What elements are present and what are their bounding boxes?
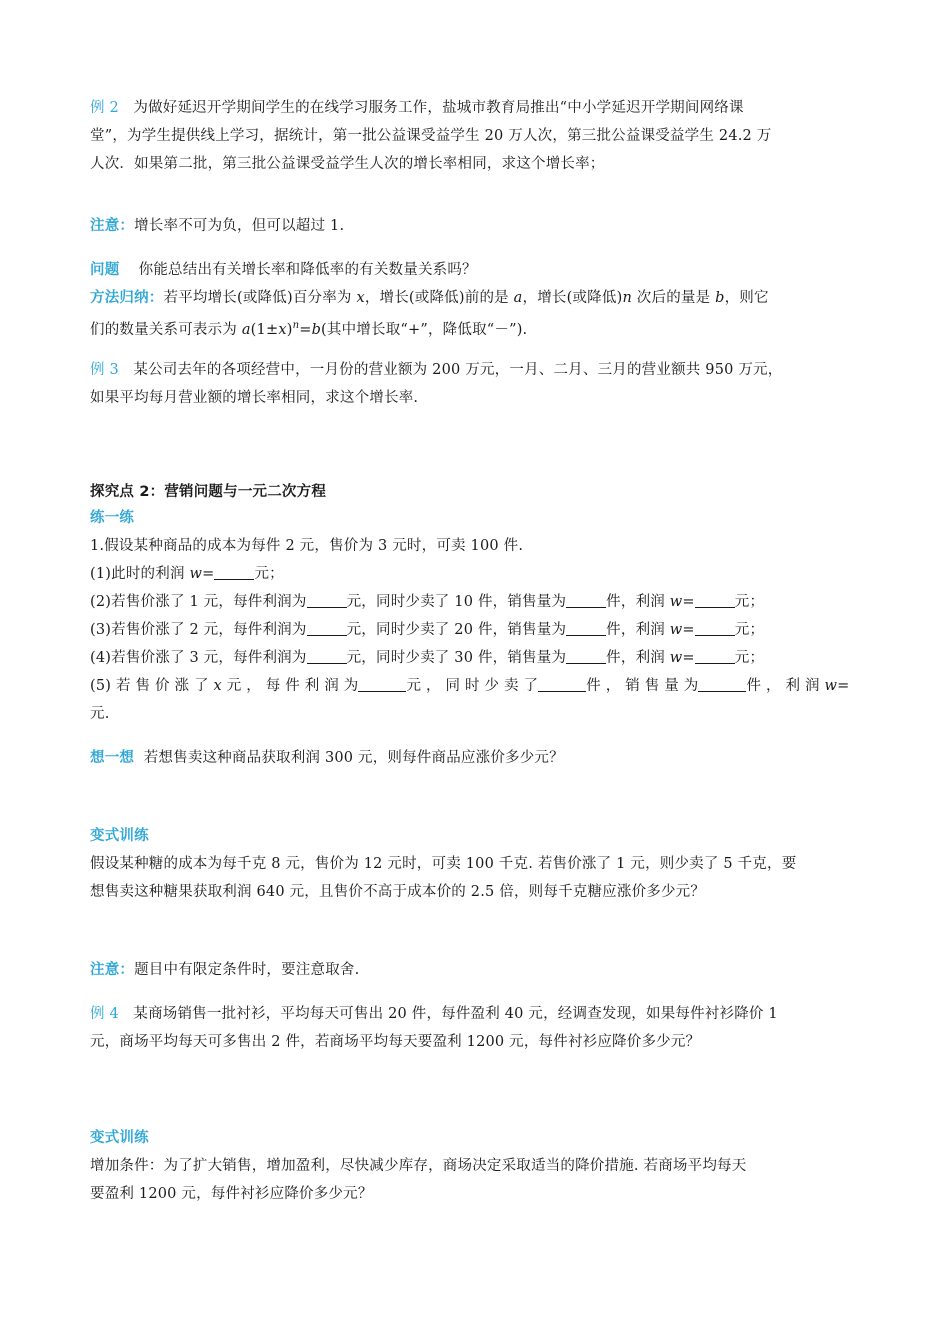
q2-unit: 元； bbox=[734, 594, 765, 610]
q1-var-w: w bbox=[189, 566, 203, 582]
method-text-1a: 若平均增长(或降低)百分率为 bbox=[163, 290, 357, 306]
q3-var-w: w bbox=[669, 622, 683, 638]
q4-blank-volume[interactable] bbox=[566, 649, 606, 664]
question bbox=[90, 260, 870, 280]
q5-eq: = bbox=[837, 678, 850, 694]
method-text-1b: ，增长(或降低)前的是 bbox=[364, 290, 514, 306]
example3-text-1: 某公司去年的各项经营中，一月份的营业额为 200 万元，一月、二月、三月的营业额共 950 万元， bbox=[133, 362, 783, 378]
formula-eq: = bbox=[299, 321, 312, 338]
example4-line1 bbox=[90, 1004, 870, 1024]
note2-label: 注意： bbox=[90, 962, 135, 978]
q3-eq: = bbox=[682, 622, 695, 638]
method-text-2b: (其中增长取“+”，降低取“－”). bbox=[321, 321, 528, 338]
section2-title: 探究点 2：营销问题与一元二次方程 bbox=[90, 484, 327, 500]
q2-text-b: 元，同时少卖了 10 件，销售量为 bbox=[346, 594, 567, 610]
example2-text-1: 为做好延迟开学期间学生的在线学习服务工作，盐城市教育局推出“中小学延迟开学期间网络课 bbox=[133, 100, 744, 116]
q3-blank-profit[interactable] bbox=[307, 621, 347, 636]
method-var-x: x bbox=[356, 290, 365, 306]
q5-var-x: x bbox=[213, 678, 222, 694]
example2-line1 bbox=[90, 98, 870, 118]
method-text-2a: 们的数量关系可表示为 bbox=[90, 321, 242, 338]
question-text: 你能总结出有关增长率和降低率的有关数量关系吗？ bbox=[138, 262, 477, 278]
note1 bbox=[90, 216, 870, 236]
method-var-n: n bbox=[622, 290, 632, 306]
method-var-a: a bbox=[513, 290, 523, 306]
method-var-b: b bbox=[715, 290, 725, 306]
practice-label: 练一练 bbox=[90, 510, 135, 526]
q3-text-c: 件，利润 bbox=[606, 622, 670, 638]
q5-text-c: 元 ， 同 时 少 卖 了 bbox=[406, 678, 539, 694]
q5-text-d: 件 ， 销 售 量 为 bbox=[586, 678, 699, 694]
variant2-line1: 增加条件：为了扩大销售，增加盈利，尽快减少库存，商场决定采取适当的降价措施. 若商场平均每天 bbox=[90, 1158, 747, 1174]
q4-text-a: (4)若售价涨了 3 元，每件利润为 bbox=[90, 650, 307, 666]
practice-q1 bbox=[90, 564, 870, 584]
variant2-label: 变式训练 bbox=[90, 1130, 149, 1146]
practice-q5-cont: 元. bbox=[90, 706, 110, 722]
method-line2 bbox=[90, 316, 870, 340]
example2-label: 例 2 bbox=[90, 100, 119, 116]
q3-blank-w[interactable] bbox=[695, 621, 735, 636]
q2-text-c: 件，利润 bbox=[606, 594, 670, 610]
formula-exponent-n: n bbox=[292, 320, 300, 331]
q5-blank-less[interactable] bbox=[538, 677, 586, 692]
q4-eq: = bbox=[682, 650, 695, 666]
q5-blank-profit[interactable] bbox=[358, 677, 406, 692]
q3-text-a: (3)若售价涨了 2 元，每件利润为 bbox=[90, 622, 307, 638]
formula-b: b bbox=[311, 321, 322, 338]
q1-text-a: (1)此时的利润 bbox=[90, 566, 190, 582]
practice-q2 bbox=[90, 592, 870, 612]
example4-text-1: 某商场销售一批衬衫，平均每天可售出 20 件，每件盈利 40 元，经调查发现，如果每件衬衫降价 1 bbox=[133, 1006, 778, 1022]
q1-eq: = bbox=[202, 566, 215, 582]
q4-blank-w[interactable] bbox=[695, 649, 735, 664]
q3-text-b: 元，同时少卖了 20 件，销售量为 bbox=[346, 622, 567, 638]
q3-unit: 元； bbox=[734, 622, 765, 638]
think-label: 想一想 bbox=[90, 750, 135, 766]
example3-label: 例 3 bbox=[90, 362, 119, 378]
question-label: 问题 bbox=[90, 262, 120, 278]
note2-text: 题目中有限定条件时，要注意取舍. bbox=[134, 962, 360, 978]
method-text-1c: ，增长(或降低) bbox=[522, 290, 623, 306]
q5-text-e: 件 ， 利 润 bbox=[746, 678, 825, 694]
q2-var-w: w bbox=[669, 594, 683, 610]
think-text: 若想售卖这种商品获取利润 300 元，则每件商品应涨价多少元？ bbox=[143, 750, 564, 766]
q2-blank-w[interactable] bbox=[695, 593, 735, 608]
q2-blank-profit[interactable] bbox=[307, 593, 347, 608]
note2 bbox=[90, 960, 870, 980]
practice-q4 bbox=[90, 648, 870, 668]
q3-blank-volume[interactable] bbox=[566, 621, 606, 636]
q1-blank[interactable] bbox=[214, 565, 254, 580]
example4-line2: 元，商场平均每天可多售出 2 件，若商场平均每天要盈利 1200 元，每件衬衫应降价多少元？ bbox=[90, 1034, 701, 1050]
q2-eq: = bbox=[682, 594, 695, 610]
formula-close: ) bbox=[286, 321, 293, 338]
q2-text-a: (2)若售价涨了 1 元，每件利润为 bbox=[90, 594, 307, 610]
example3-line1 bbox=[90, 360, 870, 380]
think bbox=[90, 748, 870, 768]
q5-var-w: w bbox=[824, 678, 838, 694]
q4-text-b: 元，同时少卖了 30 件，销售量为 bbox=[346, 650, 567, 666]
q4-var-w: w bbox=[669, 650, 683, 666]
method-text-1d: 次后的量是 bbox=[631, 290, 716, 306]
formula-mid: (1± bbox=[250, 321, 279, 338]
practice-q5 bbox=[90, 676, 870, 696]
example2-line2: 堂”，为学生提供线上学习，据统计，第一批公益课受益学生 20 万人次，第三批公益课受益学生 24.2 万 bbox=[90, 128, 772, 144]
variant1-line2: 想售卖这种糖果获取利润 640 元，且售价不高于成本价的 2.5 倍，则每千克糖应涨价多少元？ bbox=[90, 884, 706, 900]
variant2-line2: 要盈利 1200 元，每件衬衫应降价多少元？ bbox=[90, 1186, 373, 1202]
q5-text-a: (5) 若 售 价 涨 了 bbox=[90, 678, 214, 694]
q5-blank-volume[interactable] bbox=[698, 677, 746, 692]
q4-blank-profit[interactable] bbox=[307, 649, 347, 664]
method-line1 bbox=[90, 288, 870, 308]
note1-text: 增长率不可为负，但可以超过 1. bbox=[134, 218, 345, 234]
practice-q3 bbox=[90, 620, 870, 640]
example3-line2: 如果平均每月营业额的增长率相同，求这个增长率. bbox=[90, 390, 419, 406]
q4-unit: 元； bbox=[734, 650, 765, 666]
q5-text-b: 元 ， 每 件 利 润 为 bbox=[221, 678, 359, 694]
q2-blank-volume[interactable] bbox=[566, 593, 606, 608]
formula-x: x bbox=[278, 321, 287, 338]
formula-a: a bbox=[241, 321, 251, 338]
q1-unit: 元； bbox=[254, 566, 284, 582]
example2-line3: 人次．如果第二批，第三批公益课受益学生人次的增长率相同，求这个增长率； bbox=[90, 156, 605, 172]
method-text-1e: ，则它 bbox=[724, 290, 769, 306]
variant1-line1: 假设某种糖的成本为每千克 8 元，售价为 12 元时，可卖 100 千克. 若售价涨了 1 元，则少卖了 5 千克，要 bbox=[90, 856, 797, 872]
practice-intro: 1.假设某种商品的成本为每件 2 元，售价为 3 元时，可卖 100 件. bbox=[90, 538, 524, 554]
note1-label: 注意： bbox=[90, 218, 135, 234]
example4-label: 例 4 bbox=[90, 1006, 119, 1022]
method-label: 方法归纳： bbox=[90, 290, 164, 306]
variant1-label: 变式训练 bbox=[90, 828, 149, 844]
q4-text-c: 件，利润 bbox=[606, 650, 670, 666]
